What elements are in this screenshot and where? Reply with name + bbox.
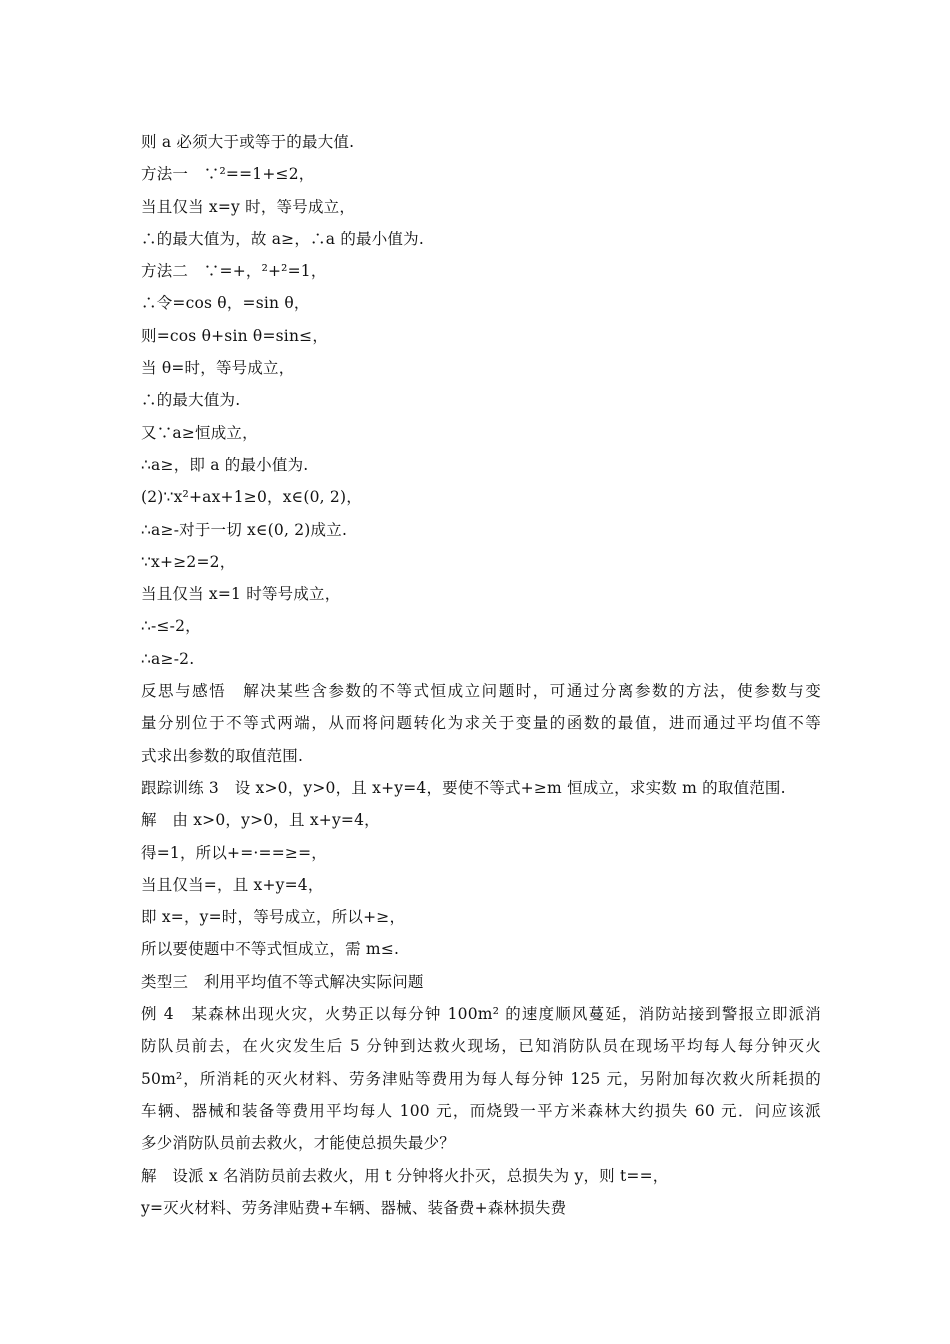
text-line: 多少消防队员前去救火，才能使总损失最少？ (141, 1134, 456, 1153)
text-line: 又∵a≥恒成立， (141, 423, 258, 442)
text-line: 跟踪训练 3 设 x>0，y>0，且 x+y=4，要使不等式+≥m 恒成立，求实数 m 的取值范围. (141, 778, 786, 797)
text-line: y=灭火材料、劳务津贴费+车辆、器械、装备费+森林损失费 (141, 1198, 567, 1217)
example-paragraph (141, 998, 821, 1159)
text-line: 得=1，所以+=·==≥=， (141, 843, 328, 862)
reflection-paragraph (141, 675, 821, 772)
text-line: 解 由 x>0，y>0，且 x+y=4， (141, 811, 380, 830)
text-line: ∴的最大值为，故 a≥，∴a 的最小值为. (141, 229, 424, 248)
text-line: 反思与感悟 解决某些含参数的不等式恒成立问题时，可通过分离参数的方法，使参数与变 (141, 682, 821, 701)
text-line: 车辆、器械和装备等费用平均每人 100 元，而烧毁一平方米森林大约损失 60 元．问应该派 (141, 1101, 821, 1120)
text-line: 即 x=，y=时，等号成立，所以+≥， (141, 908, 406, 927)
text-line: 例 4 某森林出现火灾，火势正以每分钟 100m² 的速度顺风蔓延，消防站接到警报立即派消 (141, 1005, 821, 1024)
text-line: 则=cos θ+sin θ=sin≤， (141, 326, 329, 345)
text-line: 解 设派 x 名消防员前去救火，用 t 分钟将火扑灭，总损失为 y，则 t==， (141, 1166, 669, 1185)
text-line: ∵x+≥2=2， (141, 552, 236, 571)
text-line: (2)∵x²+ax+1≥0，x∈(0, 2)， (141, 488, 362, 507)
text-line: ∴-≤-2， (141, 617, 201, 636)
text-line: 当且仅当 x=y 时，等号成立， (141, 197, 356, 216)
text-line: 当且仅当=，且 x+y=4， (141, 875, 324, 894)
text-line: 则 a 必须大于或等于的最大值. (141, 133, 355, 151)
text-line: ∴a≥-对于一切 x∈(0, 2)成立. (141, 520, 348, 539)
text-line: 50m²，所消耗的灭火材料、劳务津贴等费用为每人每分钟 125 元，另附加每次救火所耗损的 (141, 1069, 821, 1088)
text-line: 防队员前去，在火灾发生后 5 分钟到达救火现场，已知消防队员在现场平均每人每分钟灭火 (141, 1037, 821, 1056)
section-heading: 类型三 利用平均值不等式解决实际问题 (141, 972, 424, 991)
text-line: 式求出参数的取值范围. (141, 746, 304, 765)
text-line: 当且仅当 x=1 时等号成立， (141, 585, 341, 604)
text-line: ∴的最大值为. (141, 391, 241, 410)
solution-part-1 (141, 126, 821, 675)
text-line: 当 θ=时，等号成立， (141, 359, 295, 378)
text-line: 所以要使题中不等式恒成立，需 m≤. (141, 940, 400, 959)
text-line: ∴令=cos θ，=sin θ， (141, 294, 310, 313)
solution-part-2 (141, 1160, 821, 1225)
text-line: ∴a≥，即 a 的最小值为. (141, 455, 309, 474)
text-line: ∴a≥-2. (141, 649, 195, 668)
text-line: 量分别位于不等式两端，从而将问题转化为求关于变量的函数的最值，进而通过平均值不等 (141, 714, 821, 733)
text-line: 方法一 ∵²==1+≤2， (141, 165, 315, 184)
document-body (141, 126, 821, 1224)
text-line: 方法二 ∵=+，²+²=1， (141, 262, 327, 281)
training-section (141, 772, 821, 998)
